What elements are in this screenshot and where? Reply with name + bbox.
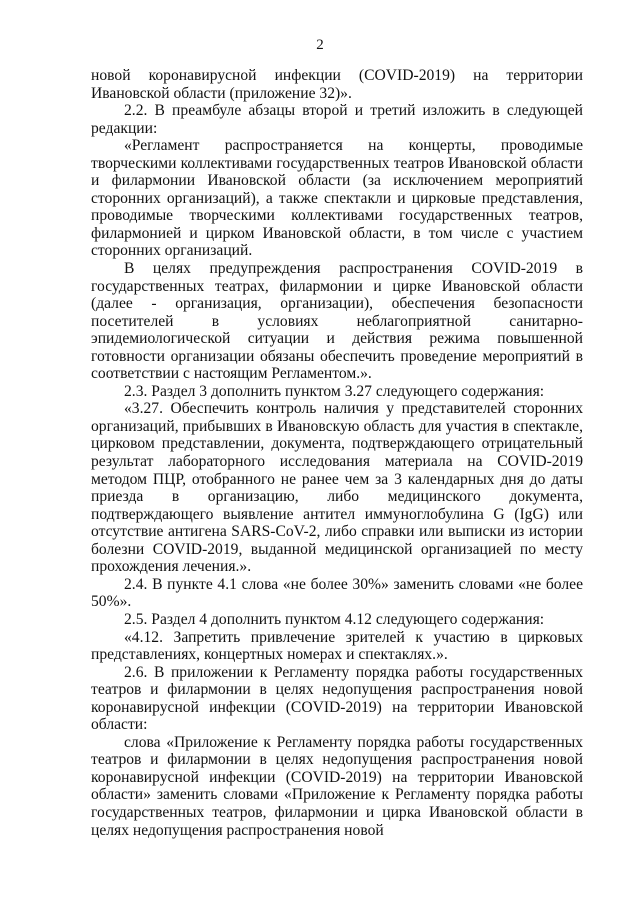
document-body (91, 67, 583, 839)
paragraph-2-6: 2.6. В приложении к Регламенту порядка работы государственных театров и филармонии в целях недопущения распространения новой коронавирусной инфекции (COVID-2019) на территории Ивановской области: (91, 663, 583, 734)
paragraph-2-4: 2.4. В пункте 4.1 слова «не более 30%» заменить словами «не более 50%». (91, 575, 583, 611)
page-number: 2 (316, 37, 324, 53)
paragraph-3-27: «3.27. Обеспечить контроль наличия у представителей сторонних организаций, прибывших в Ивановскую область для участия в спектакле, цирковом представлении, документа, подтверждающего отрицательный результат лабораторного исследования материала на COVID-2019 методом ПЦР, отобранного не ранее чем за 3 календарных дня до даты приезда в организацию, либо медицинского документа, подтверждающего выявление антител иммуноглобулина G (IgG) или отсутствие антигена SARS-CoV-2, либо справки или выписки из истории болезни COVID-2019, выданной медицинской организацией по месту прохождения лечения.». (91, 400, 583, 576)
paragraph-2-5: 2.5. Раздел 4 дополнить пунктом 4.12 следующего содержания: (124, 610, 545, 628)
paragraph-covid-prevention: В целях предупреждения распространения COVID-2019 в государственных театрах, филармонии и цирке Ивановской области (далее - организация, организации), обеспечения безопасности посетителей в условиях неблагоприятной санитарно-эпидемиологической ситуации и действия режима повышенной готовности организации обязаны обеспечить проведение мероприятий в соответствии с настоящим Регламентом.». (91, 260, 583, 383)
paragraph-appendix-words: слова «Приложение к Регламенту порядка работы государственных театров и филармонии в целях недопущения распространения новой коронавирусной инфекции (COVID-2019) на территории Ивановской области» заменить словами «Приложение к Регламенту порядка работы государственных театров, филармонии и цирка Ивановской области в целях недопущения распространения новой (91, 733, 583, 839)
paragraph-2-3: 2.3. Раздел 3 дополнить пунктом 3.27 следующего содержания: (124, 382, 545, 400)
paragraph-4-12: «4.12. Запретить привлечение зрителей к участию в цирковых представлениях, концертных номерах и спектаклях.». (91, 628, 583, 664)
paragraph-regulation-scope: «Регламент распространяется на концерты, проводимые творческими коллективами государственных театров Ивановской области и филармонии Ивановской области (за исключением мероприятий сторонних организаций), а также спектакли и цирковые представления, проводимые творческими коллективами государственных театров, филармонией и цирком Ивановской области, в том числе с участием сторонних организаций. (91, 137, 583, 260)
paragraph-2-2: 2.2. В преамбуле абзацы второй и третий изложить в следующей редакции: (91, 102, 583, 137)
paragraph-continuation: новой коронавирусной инфекции (COVID-2019) на территории Ивановской области (приложение 32)». (91, 67, 583, 102)
